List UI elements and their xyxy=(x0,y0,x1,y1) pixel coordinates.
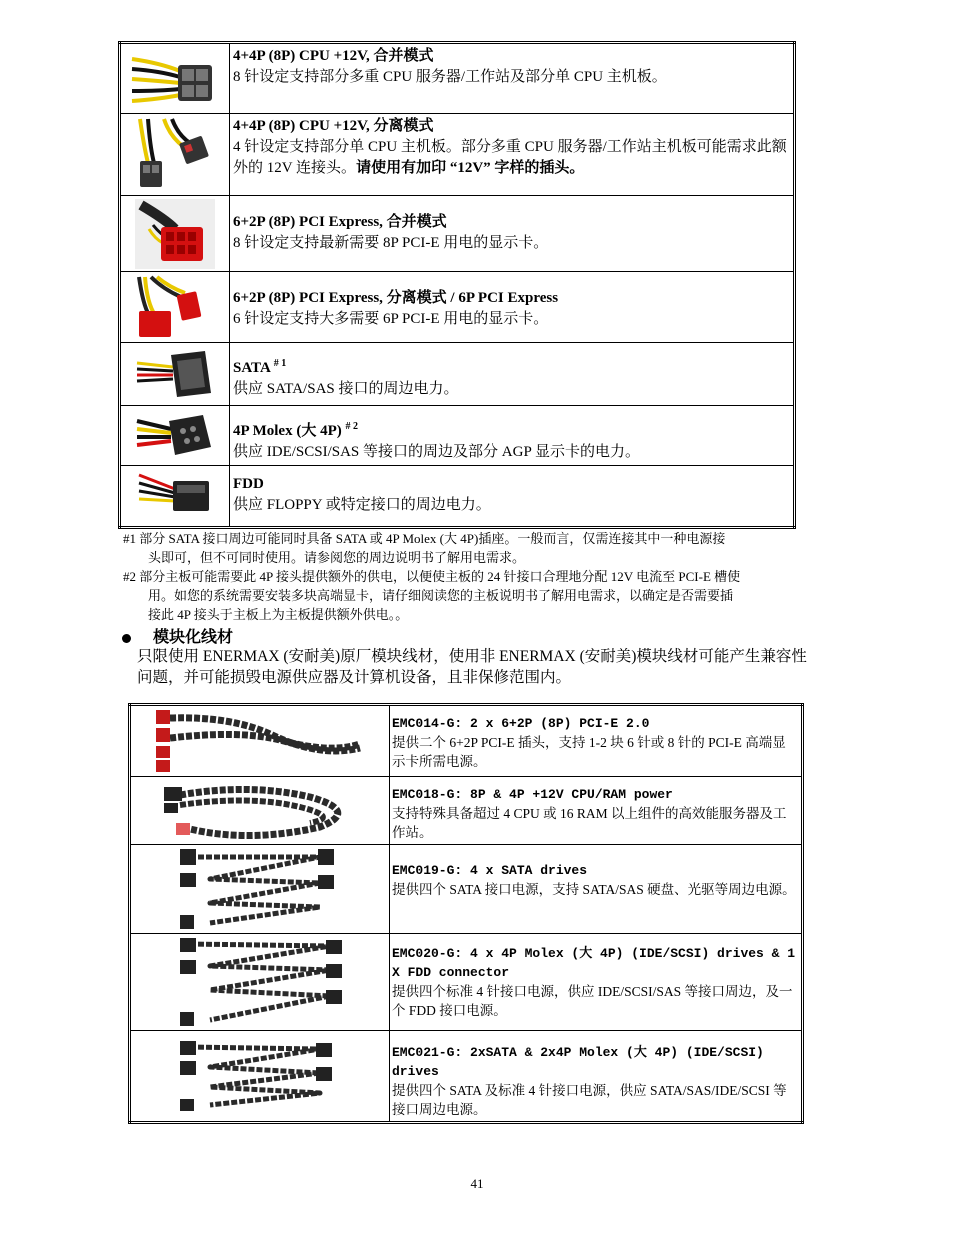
section-heading xyxy=(122,624,233,647)
table-row xyxy=(120,272,795,343)
table-row xyxy=(130,1031,803,1123)
footnote-text: 接此 4P 接头于主板上为主板提供额外供电。。 xyxy=(148,607,409,622)
footnote-marker: # 2 xyxy=(345,421,358,432)
cable-description xyxy=(390,845,803,934)
table-row xyxy=(130,777,803,845)
connector-desc: 6 针设定支持大多需要 6P PCI-E 用电的显示卡。 xyxy=(233,311,549,327)
cable-desc: 支持特殊具备超过 4 CPU 或 16 RAM 以上组件的高效能服务器及工作站。 xyxy=(392,806,787,840)
connector-description xyxy=(230,114,795,196)
table-row xyxy=(120,114,795,196)
connector-title-wrap xyxy=(233,416,790,442)
cable-model: EMC014-G: 2 x 6+2P (8P) PCI-E 2.0 xyxy=(392,716,650,731)
table-row xyxy=(130,845,803,934)
connector-title: 4+4P (8P) CPU +12V, 分离模式 xyxy=(233,118,434,134)
molex-fdd-cable-icon xyxy=(130,934,390,1031)
connector-description xyxy=(230,466,795,528)
cable-model: EMC018-G: 8P & 4P +12V CPU/RAM power xyxy=(392,787,673,802)
table-row xyxy=(130,934,803,1031)
footnote-marker: # 1 xyxy=(273,358,287,369)
connector-description xyxy=(230,196,795,272)
section-paragraph: 只限使用 ENERMAX (安耐美)原厂模块线材，使用非 ENERMAX (安耐美)模块线材可能产生兼容性问题，并可能损毁电源供应器及计算机设备，且非保修范围内。 xyxy=(137,648,807,686)
pcie-8pin-connector-icon xyxy=(120,196,230,272)
table-row xyxy=(130,705,803,777)
connector-warning: 请使用有加印 “12V” 字样的插头。 xyxy=(356,160,585,176)
cable-description xyxy=(390,777,803,845)
cpu-ram-cable-icon xyxy=(130,777,390,845)
table-row xyxy=(120,43,795,114)
table-row xyxy=(120,466,795,528)
cable-description xyxy=(390,934,803,1031)
connector-desc: 8 针设定支持部分多重 CPU 服务器/工作站及部分单 CPU 主机板。 xyxy=(233,69,667,85)
cable-model: EMC019-G: 4 x SATA drives xyxy=(392,863,588,878)
table-row xyxy=(120,343,795,406)
cable-desc: 提供四个 SATA 接口电源，支持 SATA/SAS 硬盘、光驱等周边电源。 xyxy=(392,882,796,897)
cpu-split-connector-icon xyxy=(120,114,230,196)
connector-desc: 供应 SATA/SAS 接口的周边电力。 xyxy=(233,381,459,397)
cable-desc: 提供二个 6+2P PCI-E 插头，支持 1-2 块 6 针或 8 针的 PCI-E 高端显示卡所需电源。 xyxy=(392,735,786,769)
modular-cable-table xyxy=(128,703,804,1124)
cpu-8pin-connector-icon xyxy=(120,43,230,114)
fdd-connector-icon xyxy=(120,466,230,528)
cable-desc: 提供四个标准 4 针接口电源，供应 IDE/SCSI/SAS 等接口周边，及一个 FDD 接口电源。 xyxy=(392,984,793,1018)
cable-description xyxy=(390,1031,803,1123)
connector-title: SATA xyxy=(233,360,270,376)
connector-title: FDD xyxy=(233,476,264,492)
bullet-icon xyxy=(122,634,131,643)
connector-desc: 供应 FLOPPY 或特定接口的周边电力。 xyxy=(233,497,491,513)
footnote-1 xyxy=(123,529,811,567)
table-row xyxy=(120,406,795,466)
footnote-text: #1 部分 SATA 接口周边可能同时具备 SATA 或 4P Molex (大 4P)插座。一般而言，仅需连接其中一种电源接 xyxy=(123,531,726,546)
footnote-text: 头即可，但不可同时使用。请参阅您的周边说明书了解用电需求。 xyxy=(148,550,526,565)
cable-desc: 提供四个 SATA 及标准 4 针接口电源，供应 SATA/SAS/IDE/SCSI 等接口周边电源。 xyxy=(392,1083,787,1117)
pcie-cable-icon xyxy=(130,705,390,777)
connector-title: 6+2P (8P) PCI Express, 合并模式 xyxy=(233,214,447,230)
sata-connector-icon xyxy=(120,343,230,406)
cable-model: EMC020-G: 4 x 4P Molex (大 4P) (IDE/SCSI) drives & 1 X FDD connector xyxy=(392,946,796,980)
section-title: 模块化线材 xyxy=(153,629,234,646)
footnote-text: 用。如您的系统需要安装多块高端显卡，请仔细阅读您的主板说明书了解用电需求，以确定是否需要插 xyxy=(148,588,734,603)
connector-description xyxy=(230,406,795,466)
connector-description xyxy=(230,272,795,343)
connector-desc: 8 针设定支持最新需要 8P PCI-E 用电的显示卡。 xyxy=(233,235,549,251)
sata-cable-icon xyxy=(130,845,390,934)
connector-description xyxy=(230,43,795,114)
connector-description xyxy=(230,343,795,406)
connector-title: 4+4P (8P) CPU +12V, 合并模式 xyxy=(233,48,434,64)
connector-table xyxy=(118,41,796,529)
molex-connector-icon xyxy=(120,406,230,466)
connector-title: 4P Molex (大 4P) xyxy=(233,423,342,439)
cable-description xyxy=(390,705,803,777)
connector-desc: 4 针设定支持部分单 CPU 主机板。部分多重 CPU 服务器/工作站主机板可能需求此额外的 12V 连接头。 xyxy=(233,139,787,176)
pcie-split-connector-icon xyxy=(120,272,230,343)
cable-model: EMC021-G: 2xSATA & 2x4P Molex (大 4P) (IDE/SCSI) drives xyxy=(392,1045,764,1079)
page-number: 41 xyxy=(470,1176,484,1191)
footnote-text: #2 部分主板可能需要此 4P 接头提供额外的供电，以便使主板的 24 针接口合理地分配 12V 电流至 PCI-E 槽使 xyxy=(123,569,741,584)
table-row xyxy=(120,196,795,272)
footnote-2 xyxy=(123,567,811,624)
connector-title: 6+2P (8P) PCI Express, 分离模式 / 6P PCI Express xyxy=(233,290,559,306)
sata-molex-cable-icon xyxy=(130,1031,390,1123)
connector-title-wrap xyxy=(233,353,790,379)
connector-desc: 供应 IDE/SCSI/SAS 等接口的周边及部分 AGP 显示卡的电力。 xyxy=(233,444,640,460)
